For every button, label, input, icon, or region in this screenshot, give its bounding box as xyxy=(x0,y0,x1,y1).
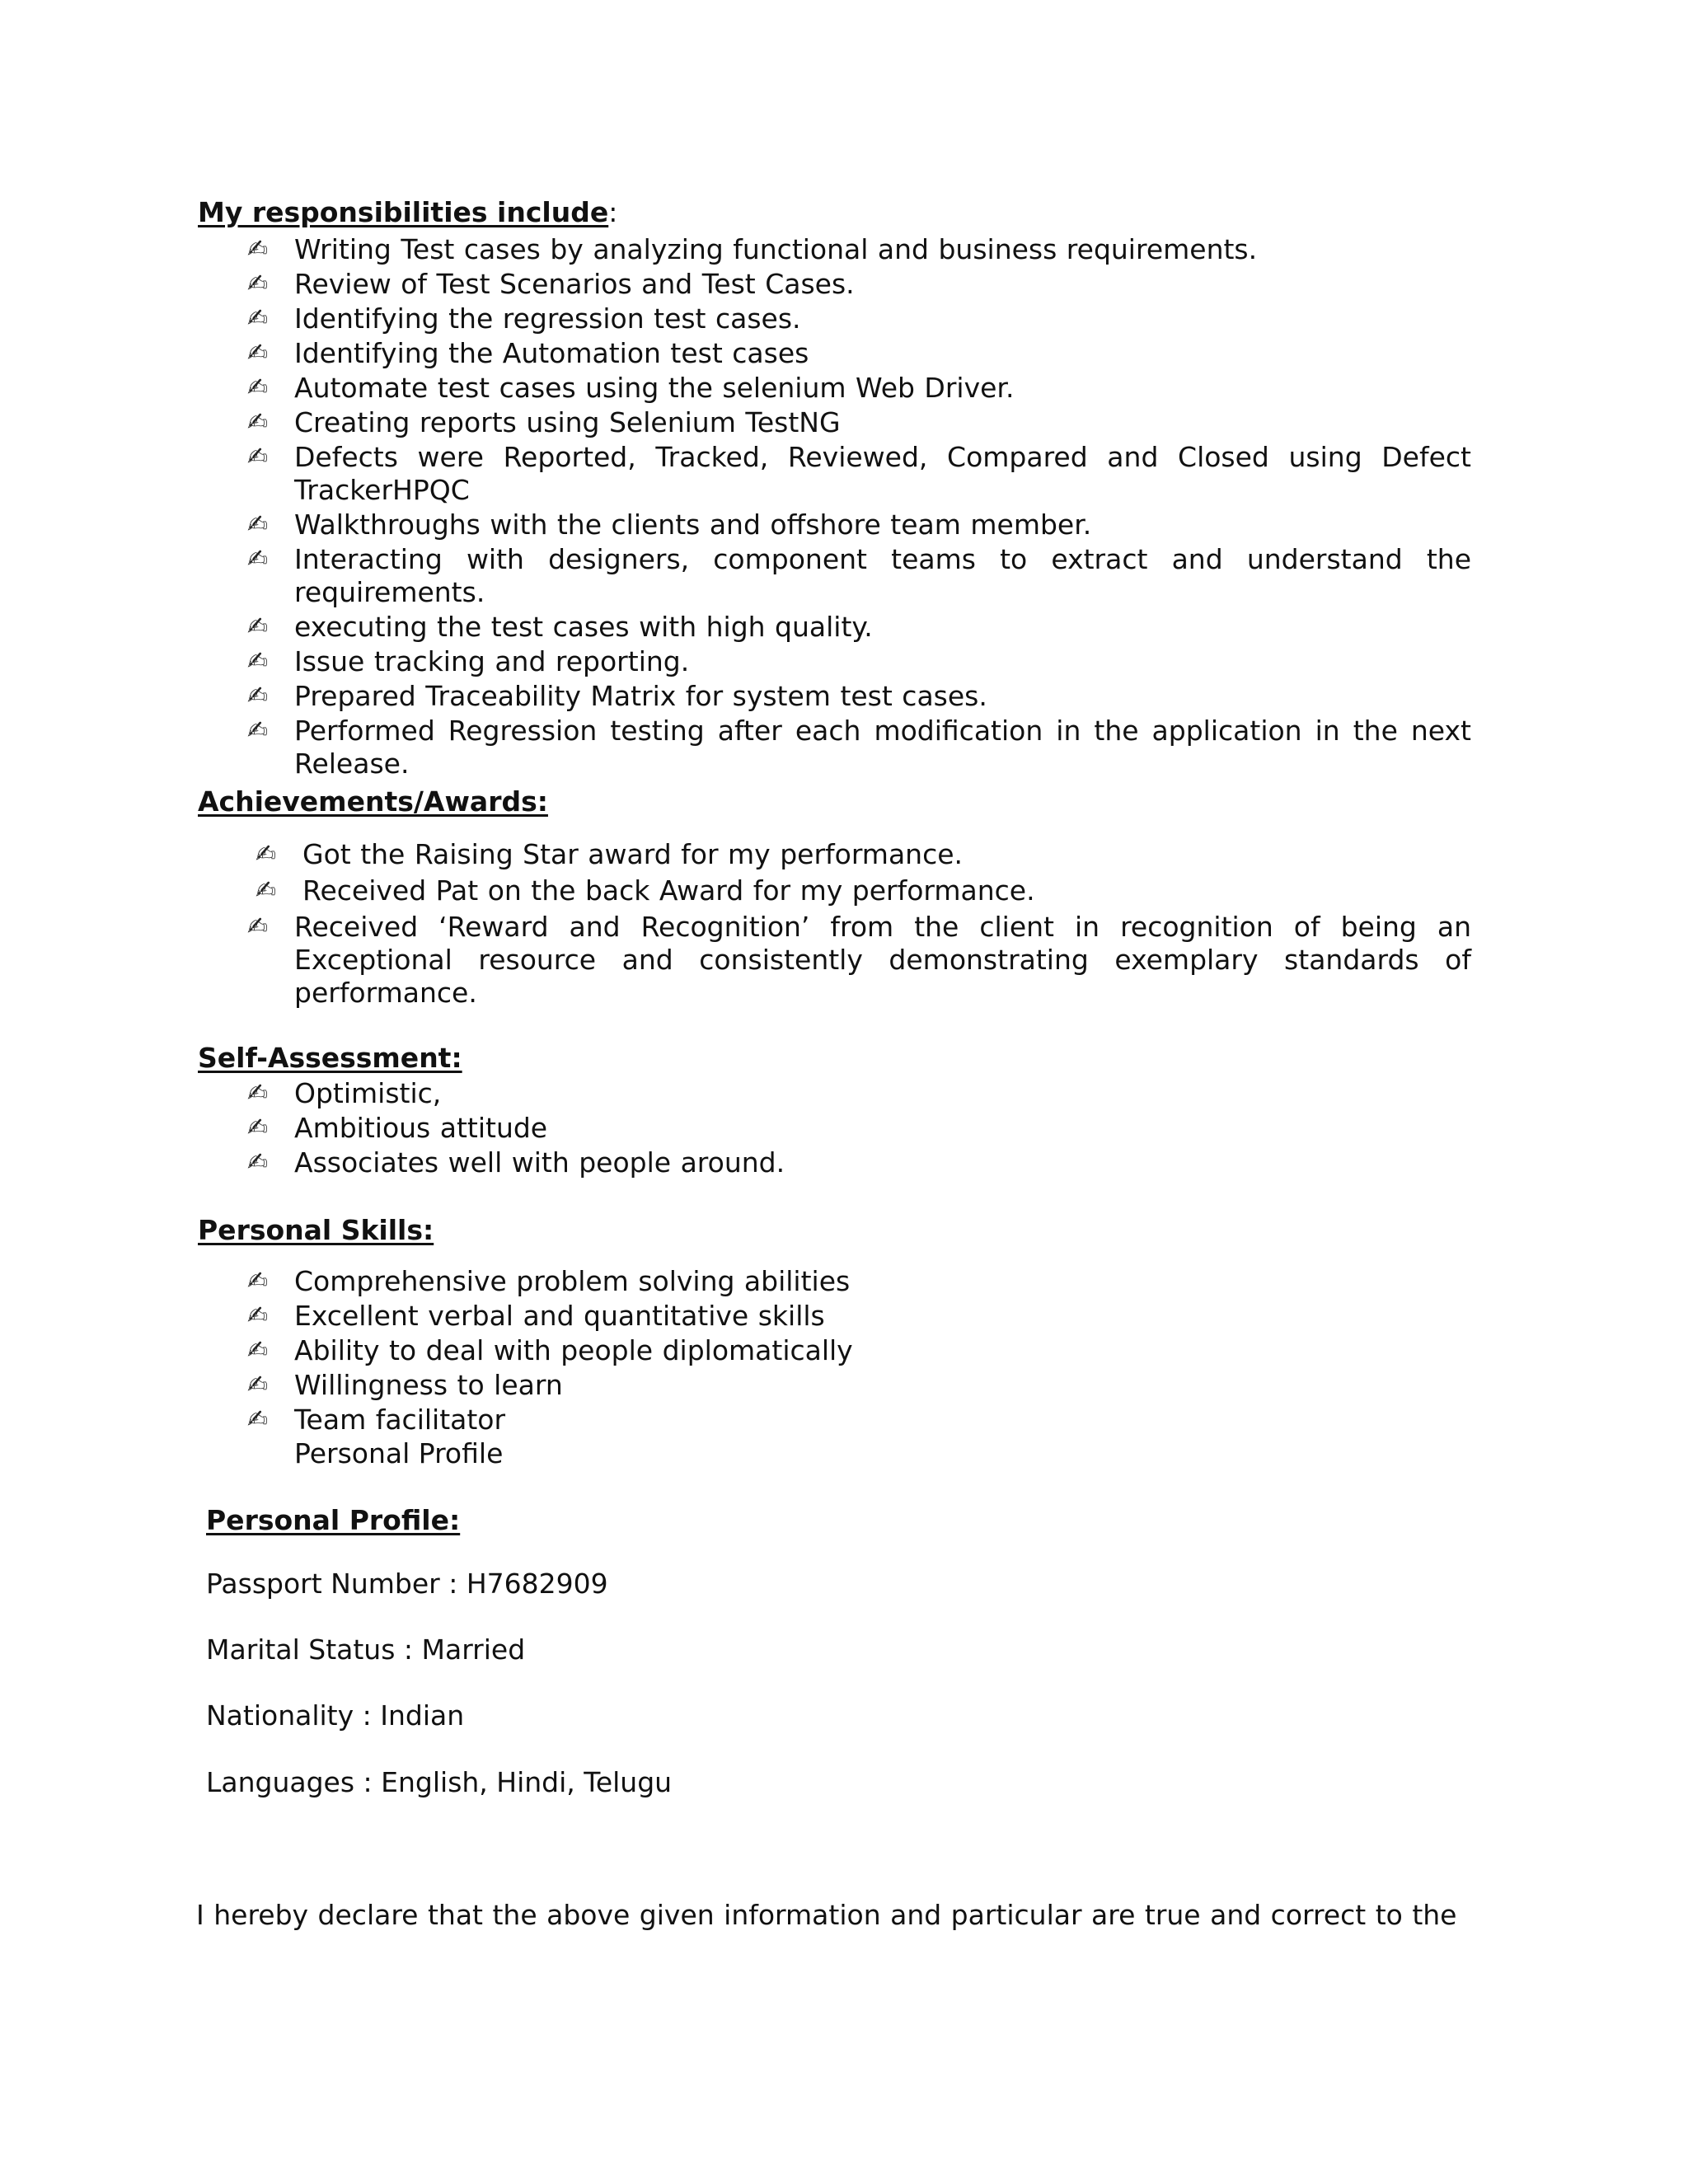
declaration-text: I hereby declare that the above given information and particular are true and correct to the xyxy=(196,1899,1457,1931)
list-item-text: Issue tracking and reporting. xyxy=(294,645,690,677)
list-item-text: Received ‘Reward and Recognition’ from the client in recognition of being an Exceptional resource and consistently demonstrating exemplary standards of performance. xyxy=(294,911,1471,1009)
writing-hand-icon: ✍ xyxy=(247,545,269,574)
writing-hand-icon: ✍ xyxy=(247,612,269,641)
achievements-heading: Achievements/Awards: xyxy=(198,785,548,818)
personal-skills-trailing-line: Personal Profile xyxy=(294,1437,504,1469)
list-item-text: Identifying the regression test cases. xyxy=(294,302,801,335)
list-item xyxy=(0,543,1471,609)
list-item xyxy=(0,874,1471,907)
list-item xyxy=(0,1404,1471,1436)
list-item-text: Walkthroughs with the clients and offshore team member. xyxy=(294,509,1092,541)
passport-number: Passport Number : H7682909 xyxy=(206,1568,608,1600)
writing-hand-icon: ✍ xyxy=(247,1371,269,1399)
responsibilities-heading xyxy=(198,196,617,228)
writing-hand-icon: ✍ xyxy=(247,510,269,539)
list-item xyxy=(0,1146,1471,1179)
writing-hand-icon: ✍ xyxy=(247,304,269,333)
list-item-text: Automate test cases using the selenium Web Driver. xyxy=(294,372,1015,404)
responsibilities-title: My responsibilities include xyxy=(198,196,609,228)
self-assessment-list xyxy=(0,1077,1471,1181)
list-item xyxy=(0,715,1471,780)
list-item xyxy=(0,406,1471,439)
list-item-text: Team facilitator xyxy=(294,1404,506,1436)
list-item xyxy=(0,1077,1471,1110)
list-item-text: Optimistic, xyxy=(294,1077,442,1109)
writing-hand-icon: ✍ xyxy=(256,876,277,905)
list-item-text: Excellent verbal and quantitative skills xyxy=(294,1300,825,1332)
writing-hand-icon: ✍ xyxy=(256,840,277,869)
list-item-text: Willingness to learn xyxy=(294,1369,563,1401)
languages: Languages : English, Hindi, Telugu xyxy=(206,1766,673,1798)
list-item xyxy=(0,1369,1471,1402)
writing-hand-icon: ✍ xyxy=(247,408,269,437)
list-item-text: Got the Raising Star award for my performance. xyxy=(302,838,964,870)
list-item-text: Writing Test cases by analyzing functional and business requirements. xyxy=(294,233,1258,265)
list-item xyxy=(0,1334,1471,1367)
list-item xyxy=(0,680,1471,713)
list-item-text: Ambitious attitude xyxy=(294,1112,548,1144)
list-item-text: Received Pat on the back Award for my performance. xyxy=(302,874,1035,907)
list-item xyxy=(0,1300,1471,1333)
list-item xyxy=(0,838,1471,871)
list-item xyxy=(0,372,1471,405)
list-item xyxy=(0,611,1471,644)
list-item-text: Prepared Traceability Matrix for system test cases. xyxy=(294,680,987,712)
list-item xyxy=(0,509,1471,541)
writing-hand-icon: ✍ xyxy=(247,912,269,941)
list-item xyxy=(0,1112,1471,1145)
writing-hand-icon: ✍ xyxy=(247,1301,269,1330)
list-item-text: Interacting with designers, component teams to extract and understand the requirements. xyxy=(294,543,1471,608)
list-item-text: Defects were Reported, Tracked, Reviewed, Compared and Closed using Defect TrackerHPQC xyxy=(294,441,1471,506)
list-item-text: Comprehensive problem solving abilities xyxy=(294,1265,851,1297)
list-item-text: Identifying the Automation test cases xyxy=(294,337,809,369)
writing-hand-icon: ✍ xyxy=(247,682,269,710)
writing-hand-icon: ✍ xyxy=(247,1267,269,1296)
nationality: Nationality : Indian xyxy=(206,1699,465,1732)
writing-hand-icon: ✍ xyxy=(247,1148,269,1177)
list-item xyxy=(0,302,1471,335)
list-item xyxy=(0,911,1471,1010)
list-item-text: Associates well with people around. xyxy=(294,1146,785,1179)
achievements-list xyxy=(0,838,1471,1011)
personal-profile-heading: Personal Profile: xyxy=(206,1504,461,1536)
writing-hand-icon: ✍ xyxy=(247,1079,269,1108)
writing-hand-icon: ✍ xyxy=(247,1113,269,1142)
list-item-text: executing the test cases with high quality. xyxy=(294,611,873,643)
self-assessment-heading: Self-Assessment: xyxy=(198,1042,462,1074)
list-item xyxy=(0,441,1471,507)
writing-hand-icon: ✍ xyxy=(247,269,269,298)
writing-hand-icon: ✍ xyxy=(247,339,269,368)
responsibilities-list xyxy=(0,233,1471,782)
list-item-text: Creating reports using Selenium TestNG xyxy=(294,406,841,438)
list-item-text: Ability to deal with people diplomatically xyxy=(294,1334,853,1366)
list-item xyxy=(0,1265,1471,1298)
list-item xyxy=(0,337,1471,370)
list-item-text: Review of Test Scenarios and Test Cases. xyxy=(294,268,855,300)
list-item xyxy=(0,268,1471,301)
writing-hand-icon: ✍ xyxy=(247,647,269,676)
list-item xyxy=(0,645,1471,678)
personal-skills-list xyxy=(0,1265,1471,1438)
marital-status: Marital Status : Married xyxy=(206,1633,526,1666)
writing-hand-icon: ✍ xyxy=(247,1336,269,1365)
list-item xyxy=(0,233,1471,266)
writing-hand-icon: ✍ xyxy=(247,443,269,471)
personal-skills-heading: Personal Skills: xyxy=(198,1214,434,1246)
responsibilities-title-colon: : xyxy=(608,196,618,228)
writing-hand-icon: ✍ xyxy=(247,716,269,745)
writing-hand-icon: ✍ xyxy=(247,235,269,264)
writing-hand-icon: ✍ xyxy=(247,1405,269,1434)
list-item-text: Performed Regression testing after each modification in the application in the next Release. xyxy=(294,715,1471,780)
writing-hand-icon: ✍ xyxy=(247,373,269,402)
